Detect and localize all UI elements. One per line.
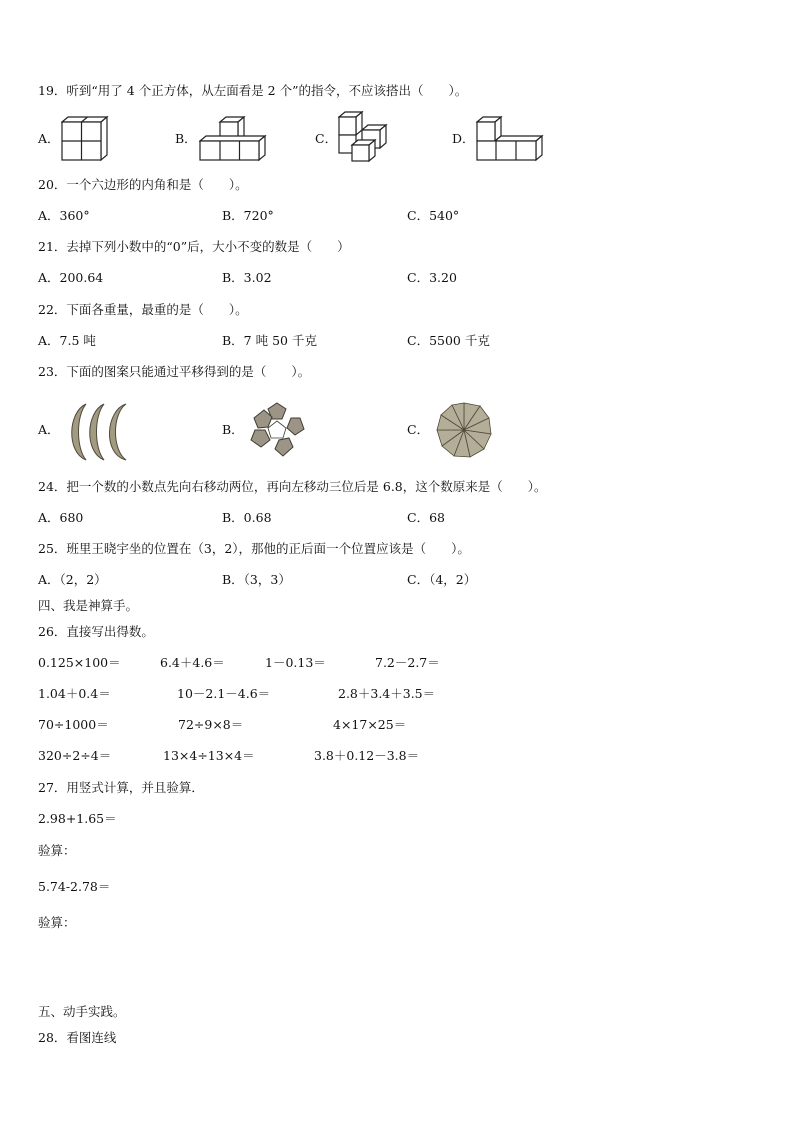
q25-option-a[interactable]: A．（2，2）: [38, 572, 107, 587]
q26-problem-8: 70÷1000＝: [38, 717, 109, 732]
q28-text: 28．看图连线: [38, 1030, 117, 1045]
q26-text: 26．直接写出得数。: [38, 624, 154, 639]
q20-option-a[interactable]: A．360°: [38, 208, 90, 223]
q26-problem-5: 1.04＋0.4＝: [38, 686, 111, 701]
q27-check-2: 验算：: [38, 915, 76, 930]
q24-text: 24．把一个数的小数点先向右移动两位，再向左移动三位后是 6.8，这个数原来是（ ）。: [38, 479, 547, 494]
q21-option-c[interactable]: C．3.20: [407, 270, 457, 285]
q19-option-b[interactable]: B．: [175, 131, 197, 146]
q25-option-c[interactable]: C．（4，2）: [407, 572, 477, 587]
q26-problem-13: 3.8＋0.12－3.8＝: [314, 748, 420, 763]
q26-problem-6: 10－2.1－4.6＝: [177, 686, 271, 701]
q26-problem-2: 6.4＋4.6＝: [160, 655, 225, 670]
q25-option-b[interactable]: B．（3，3）: [222, 572, 291, 587]
q19-cube-figure-c: [338, 111, 388, 163]
q26-problem-12: 13×4÷13×4＝: [163, 748, 255, 763]
q19-cube-figure-a: [61, 116, 109, 162]
q24-option-c[interactable]: C．68: [407, 510, 445, 525]
q19-cube-figure-d: [476, 116, 544, 162]
section-4-heading: 四、我是神算手。: [38, 598, 139, 613]
q20-option-b[interactable]: B．720°: [222, 208, 274, 223]
q19-cube-figure-b: [199, 116, 267, 162]
q23-option-c[interactable]: C．: [407, 422, 430, 437]
q23-pentagon-flower-figure-b: [246, 400, 308, 460]
q27-problem-2: 5.74-2.78＝: [38, 879, 111, 894]
q22-text: 22．下面各重量，最重的是（ ）。: [38, 302, 248, 317]
q26-problem-3: 1－0.13＝: [265, 655, 326, 670]
q23-option-b[interactable]: B．: [222, 422, 244, 437]
q27-text: 27．用竖式计算，并且验算．: [38, 780, 204, 795]
q24-option-a[interactable]: A．680: [38, 510, 84, 525]
q26-problem-11: 320÷2÷4＝: [38, 748, 112, 763]
q23-text: 23．下面的图案只能通过平移得到的是（ ）。: [38, 364, 311, 379]
q23-option-a[interactable]: A．: [38, 422, 60, 437]
q19-option-d[interactable]: D．: [452, 131, 475, 146]
q20-option-c[interactable]: C．540°: [407, 208, 460, 223]
q23-crescent-figure-a: [64, 402, 130, 462]
q19-option-c[interactable]: C．: [315, 131, 338, 146]
q19-text: 19．听到“用了 4 个正方体，从左面看是 2 个”的指令，不应该搭出（ ）。: [38, 83, 468, 98]
q23-pinwheel-figure-c: [434, 400, 494, 460]
q20-text: 20．一个六边形的内角和是（ ）。: [38, 177, 248, 192]
q22-option-c[interactable]: C．5500 千克: [407, 333, 490, 348]
q22-option-a[interactable]: A．7.5 吨: [38, 333, 96, 348]
q19-option-a[interactable]: A．: [38, 131, 60, 146]
q24-option-b[interactable]: B．0.68: [222, 510, 272, 525]
q21-option-a[interactable]: A．200.64: [38, 270, 104, 285]
q26-problem-9: 72÷9×8＝: [178, 717, 244, 732]
q27-problem-1: 2.98+1.65＝: [38, 811, 117, 826]
section-5-heading: 五、动手实践。: [38, 1004, 126, 1019]
q25-text: 25．班里王晓宇坐的位置在（3，2），那他的正后面一个位置应该是（ ）。: [38, 541, 470, 556]
q26-problem-7: 2.8＋3.4＋3.5＝: [338, 686, 436, 701]
q26-problem-1: 0.125×100＝: [38, 655, 121, 670]
q22-option-b[interactable]: B．7 吨 50 千克: [222, 333, 317, 348]
q21-text: 21．去掉下列小数中的“0”后，大小不变的数是（ ）: [38, 239, 350, 254]
q26-problem-10: 4×17×25＝: [333, 717, 407, 732]
q21-option-b[interactable]: B．3.02: [222, 270, 272, 285]
q27-check-1: 验算：: [38, 843, 76, 858]
q26-problem-4: 7.2－2.7＝: [375, 655, 440, 670]
